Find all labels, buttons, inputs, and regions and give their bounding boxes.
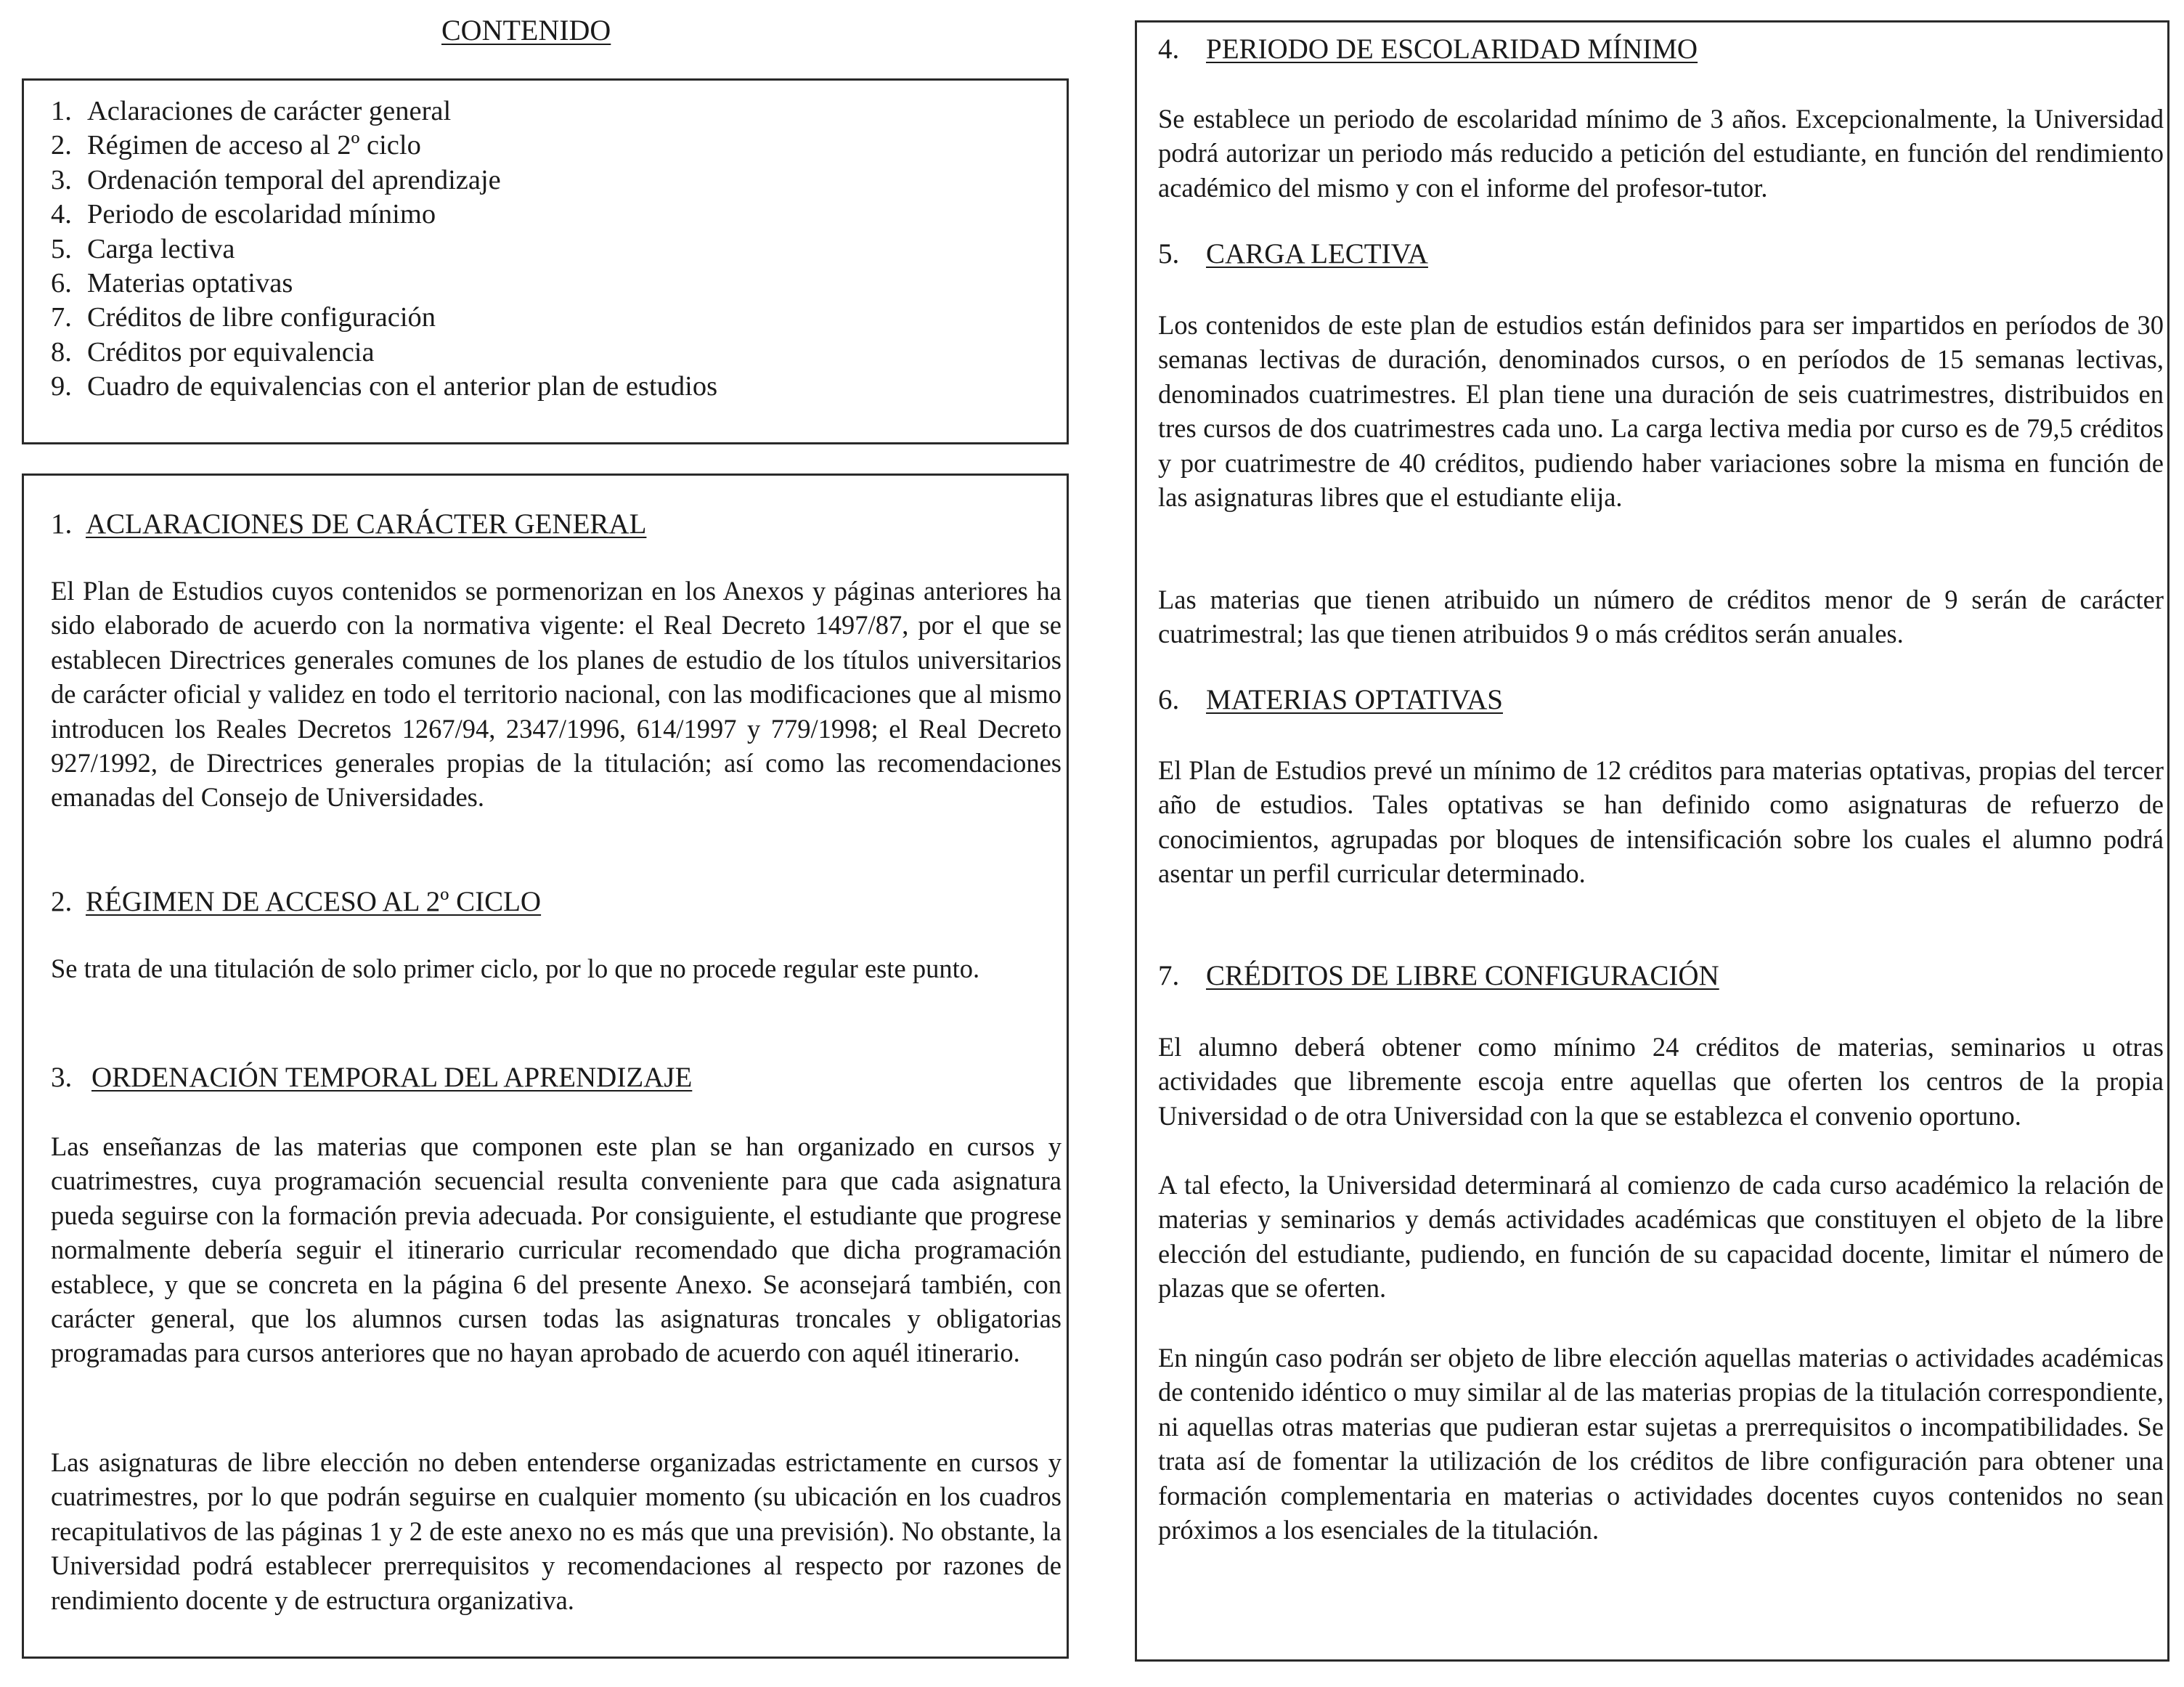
toc-list	[51, 94, 717, 405]
toc-item: 5. Carga lectiva	[51, 233, 235, 264]
toc-item: 9. Cuadro de equivalencias con el anterior plan de estudios	[51, 371, 718, 402]
section-6-paragraph: El Plan de Estudios prevé un mínimo de 12 créditos para materias optativas, propias del tercer año de estudios. Tales optativas se han definido como asignaturas de refuerzo de conocimientos, agrupadas por bloques de intensificación sobre los cuales el alumno podrá asentar un perfil curricular determinado.	[1158, 755, 2164, 889]
toc-item: 1. Aclaraciones de carácter general	[51, 96, 452, 126]
toc-item: 8. Créditos por equivalencia	[51, 336, 375, 367]
section-7-paragraph: El alumno deberá obtener como mínimo 24 créditos de materias, seminarios u otras actividades que libremente escoja entre aquellas que oferten los centros de la propia Universidad o de otra Universidad con la que se establezca el convenio oportuno.	[1158, 1032, 2164, 1131]
toc-item: 6. Materias optativas	[51, 268, 293, 299]
section-2-heading: 2. RÉGIMEN DE ACCESO AL 2º CICLO	[51, 886, 542, 917]
section-5-heading: 5. CARGA LECTIVA	[1158, 238, 1428, 269]
section-4-paragraph: Se establece un periodo de escolaridad mínimo de 3 años. Excepcionalmente, la Universidad podrá autorizar un periodo más reducido a petición del estudiante, en función del rendimiento académico del mismo y con el informe del profesor-tutor.	[1158, 104, 2164, 203]
toc-item: 4. Periodo de escolaridad mínimo	[51, 199, 436, 230]
toc-title: CONTENIDO	[441, 14, 611, 46]
section-7-paragraph: A tal efecto, la Universidad determinará al comienzo de cada curso académico la relación de materias y seminarios y demás actividades académicas que constituyen el objeto de la libre elección del estudiante, pudiendo, en función de su capacidad docente, limitar el número de plazas que se oferten.	[1158, 1170, 2164, 1304]
section-7-paragraph: En ningún caso podrán ser objeto de libre elección aquellas materias o actividades académicas de contenido idéntico o muy similar al de las materias propias de la titulación correspondiente, ni aquellas otras materias que pudieran estar sujetas a prerrequisitos o incompatibilidades. Se trata así de fomentar la utilización de los créditos de libre configuración para obtener una formación complementaria en materias o actividades docentes cuyos contenidos no sean próximos a los esenciales de la titulación.	[1158, 1343, 2164, 1545]
section-3-heading: 3. ORDENACIÓN TEMPORAL DEL APRENDIZAJE	[51, 1062, 693, 1093]
toc-item: 2. Régimen de acceso al 2º ciclo	[51, 130, 421, 161]
toc-item: 7. Créditos de libre configuración	[51, 302, 436, 333]
section-1-paragraph: El Plan de Estudios cuyos contenidos se pormenorizan en los Anexos y páginas anteriores ha sido elaborado de acuerdo con la normativa vigente: el Real Decreto 1497/87, por el que se establecen Directrices generales comunes de los planes de estudio de los títulos universitarios de carácter oficial y validez en todo el territorio nacional, con las modificaciones que al mismo introducen los Reales Decretos 1267/94, 2347/1996, 614/1997 y 779/1998; el Real Decreto 927/1992, de Directrices generales propias de la titulación; así como las recomendaciones emanadas del Consejo de Universidades.	[51, 576, 1062, 813]
section-3-paragraph: Las asignaturas de libre elección no deben entenderse organizadas estrictamente en cursos y cuatrimestres, por lo que podrán seguirse en cualquier momento (su ubicación en los cuadros recapitulativos de las páginas 1 y 2 de este anexo no es más que una previsión). No obstante, la Universidad podrá establecer prerrequisitos y recomendaciones al respecto por razones de rendimiento docente y de estructura organizativa.	[51, 1447, 1062, 1615]
section-4-heading: 4. PERIODO DE ESCOLARIDAD MÍNIMO	[1158, 33, 1698, 65]
section-5-paragraph: Las materias que tienen atribuido un número de créditos menor de 9 serán de carácter cuatrimestral; las que tienen atribuidos 9 o más créditos serán anuales.	[1158, 585, 2164, 649]
section-1-heading: 1. ACLARACIONES DE CARÁCTER GENERAL	[51, 508, 647, 540]
section-2-paragraph: Se trata de una titulación de solo primer ciclo, por lo que no procede regular este punto.	[51, 954, 980, 983]
section-3-paragraph: Las enseñanzas de las materias que componen este plan se han organizado en cursos y cuatrimestres, cuya programación secuencial resulta conveniente para que cada asignatura pueda seguirse con la formación previa adecuada. Por consiguiente, el estudiante que progrese normalmente debería seguir el itinerario curricular recomendado que dicha programación establece, y que se concreta en la página 6 del presente Anexo. Se aconsejará también, con carácter general, que los alumnos cursen todas las asignaturas troncales y obligatorias programadas para cursos anteriores que no hayan aprobado de acuerdo con aquél itinerario.	[51, 1131, 1062, 1368]
section-5-paragraph: Los contenidos de este plan de estudios están definidos para ser impartidos en períodos de 30 semanas lectivas de duración, denominados cursos, o en períodos de 15 semanas lectivas, denominados cuatrimestres. El plan tiene una duración de seis cuatrimestres, distribuidos en tres cursos de dos cuatrimestres cada uno. La carga lectiva media por curso es de 79,5 créditos y por cuatrimestre de 40 créditos, pudiendo haber variaciones sobre la misma en función de las asignaturas libres que el estudiante elija.	[1158, 310, 2164, 513]
section-7-heading: 7. CRÉDITOS DE LIBRE CONFIGURACIÓN	[1158, 960, 1719, 991]
toc-item: 3. Ordenación temporal del aprendizaje	[51, 164, 501, 195]
section-6-heading: 6. MATERIAS OPTATIVAS	[1158, 684, 1503, 715]
